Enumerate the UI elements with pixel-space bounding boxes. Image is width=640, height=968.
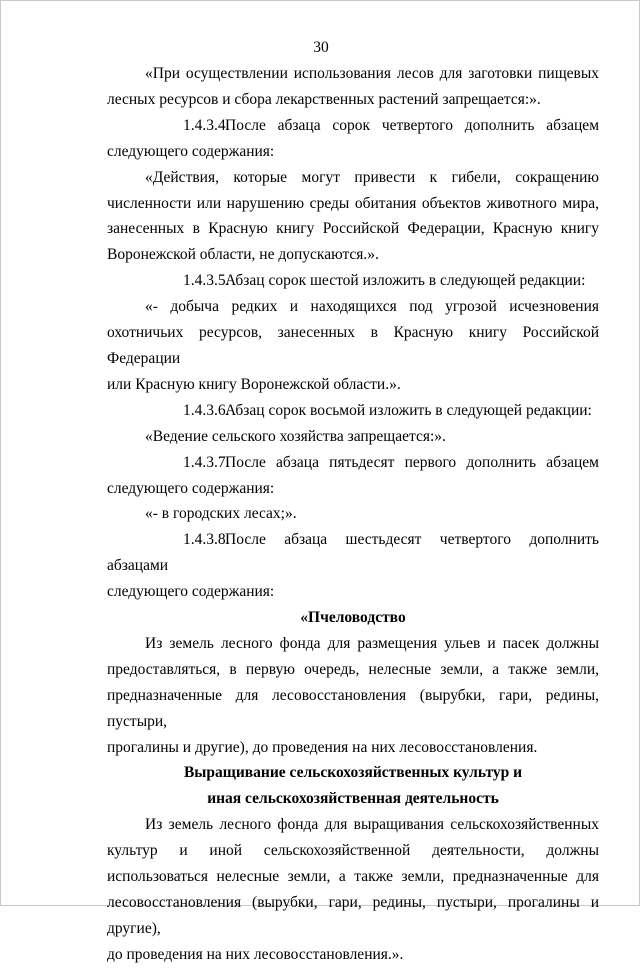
paragraph-line: или Красную книгу Воронежской области.». [107,375,401,393]
paragraph-line: «Действия, которые могут привести к гибели, сокращению [145,168,599,186]
paragraph-line: Воронежской области, не допускаются.». [107,246,379,264]
paragraph-line: численности или нарушению среды обитания объектов животного мира, [107,194,599,212]
numbered-item-line [107,450,599,476]
paragraph-line: Из земель лесного фонда для размещения ульев и пасек должны [145,634,599,652]
paragraph-line: занесенных в Красную книгу Российской Федерации, Красную книгу [107,220,599,238]
numbered-item-line [107,113,599,139]
item-number: 1.4.3.6. [183,401,230,419]
numbered-item-line: следующего содержания: [107,479,275,497]
item-text: Абзац сорок шестой изложить в следующей редакции: [225,272,586,290]
item-number: 1.4.3.5. [183,272,230,290]
section-heading-line: иная сельскохозяйственная деятельность [207,790,499,808]
item-number: 1.4.3.7. [183,453,230,471]
item-number: 1.4.3.4. [183,116,230,134]
paragraph-line: Из земель лесного фонда для выращивания сельскохозяйственных [145,816,599,834]
item-text: После абзаца шестьдесят четвертого дополнить абзацами [107,531,599,575]
paragraph-line: «- в городских лесах;». [145,505,297,523]
paragraph-line: охотничьих ресурсов, занесенных в Красную книгу Российской Федерации [107,324,599,367]
paragraph-line: «Ведение сельского хозяйства запрещается:». [145,427,446,445]
item-text: После абзаца пятьдесят первого дополнить абзацем [225,453,599,471]
paragraph-line: использоваться нелесные земли, а также земли, предназначенные для [107,868,599,886]
numbered-item-line: следующего содержания: [107,142,275,160]
paragraph-line: «При осуществлении использования лесов для заготовки пищевых [145,65,599,82]
paragraph-line: предоставляться, в первую очередь, нелесные земли, а также земли, [107,660,599,678]
paragraph-line: предназначенные для лесовосстановления (вырубки, гари, редины, пустыри, [107,686,599,730]
item-text: После абзаца сорок четвертого дополнить абзацем [225,116,599,134]
document-body [107,61,599,968]
paragraph-line: до проведения на них лесовосстановления.». [107,945,404,963]
numbered-item-line: следующего содержания: [107,583,275,601]
paragraph-line: «- добыча редких и находящихся под угрозой исчезновения [145,298,599,316]
paragraph-line: лесовосстановления (вырубки, гари, редины, пустыри, прогалины и другие), [107,894,599,937]
numbered-item-line [107,398,599,424]
paragraph-line: лесных ресурсов и сбора лекарственных растений запрещается:». [107,90,541,108]
paragraph-line: культур и иной сельскохозяйственной деятельности, должны [107,842,599,860]
numbered-item-line [107,527,599,579]
page-number: 30 [313,39,329,56]
item-number: 1.4.3.8. [183,531,230,549]
section-heading-line: «Пчеловодство [300,609,406,627]
numbered-item-line [107,268,599,294]
item-text: Абзац сорок восьмой изложить в следующей редакции: [225,401,592,419]
paragraph-line: прогалины и другие), до проведения на них лесовосстановления. [107,738,538,756]
section-heading-line: Выращивание сельскохозяйственных культур и [183,764,523,782]
